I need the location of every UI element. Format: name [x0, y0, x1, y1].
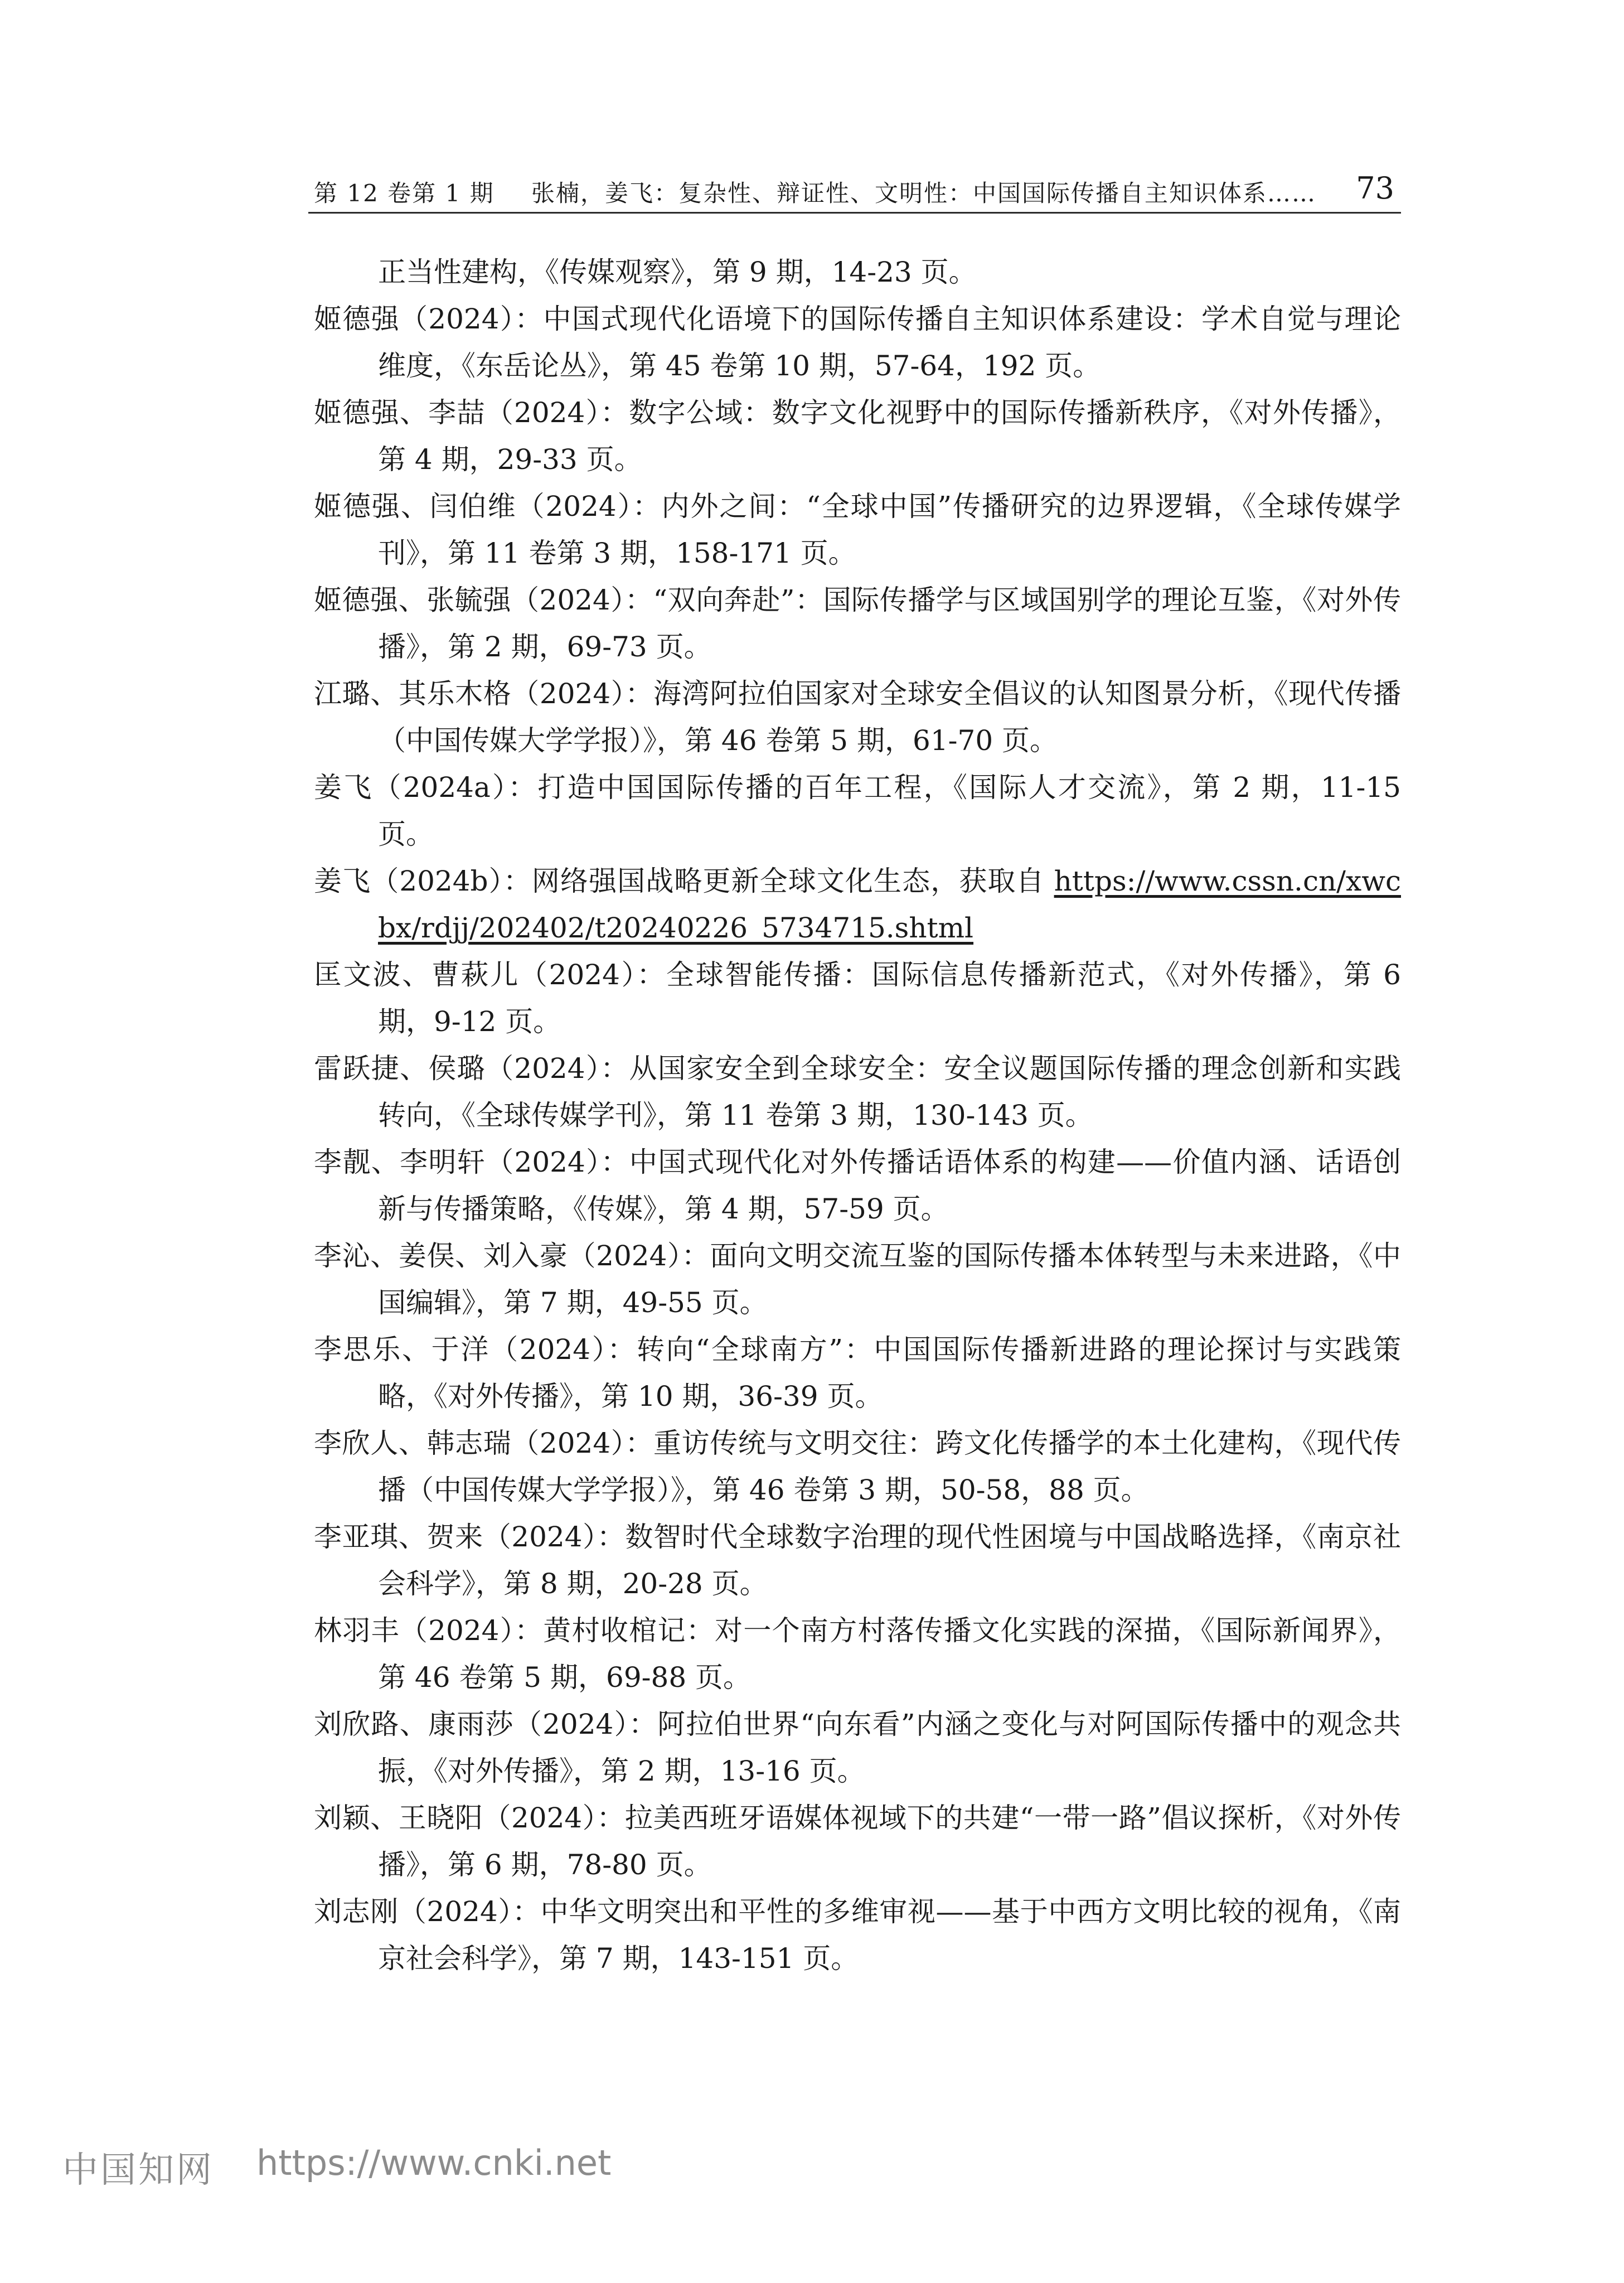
reference-text: 江璐、其乐木格（2024）：海湾阿拉伯国家对全球安全倡议的认知图景分析，《现代传播（中国传媒大学学报）》，第 46 卷第 5 期，61-70 页。 — [314, 678, 1401, 757]
reference-text: 姜飞（2024b）：网络强国战略更新全球文化生态，获取自 — [314, 865, 1054, 897]
cnki-url[interactable]: https://www.cnki.net — [256, 2142, 612, 2183]
reference-entry — [314, 1888, 1401, 1982]
reference-text: 匡文波、曹萩儿（2024）：全球智能传播：国际信息传播新范式，《对外传播》，第 6 期，9-12 页。 — [314, 959, 1401, 1038]
reference-text: 正当性建构，《传媒观察》，第 9 期，14-23 页。 — [378, 256, 977, 288]
reference-text: 姬德强、闫伯维（2024）：内外之间：“全球中国”传播研究的边界逻辑，《全球传媒学刊》，第 11 卷第 3 期，158-171 页。 — [314, 490, 1401, 569]
reference-entry — [314, 1607, 1401, 1701]
reference-entry — [314, 1795, 1401, 1888]
cnki-logo: 中国知网 — [62, 2150, 214, 2191]
reference-list — [314, 249, 1401, 1982]
reference-entry — [314, 1326, 1401, 1420]
reference-link[interactable]: https://www.cssn.cn/xwcbx/rdjj/202402/t20240226_5734715.shtml — [378, 865, 1401, 944]
reference-text: 李沁、姜俣、刘入豪（2024）：面向文明交流互鉴的国际传播本体转型与未来进路，《中国编辑》，第 7 期，49-55 页。 — [314, 1240, 1401, 1319]
reference-text: 刘志刚（2024）：中华文明突出和平性的多维审视——基于中西方文明比较的视角，《南京社会科学》，第 7 期，143-151 页。 — [314, 1895, 1401, 1975]
reference-text: 李欣人、韩志瑞（2024）：重访传统与文明交往：跨文化传播学的本土化建构，《现代传播（中国传媒大学学报）》，第 46 卷第 3 期，50-58，88 页。 — [314, 1427, 1401, 1506]
reference-entry — [314, 951, 1401, 1045]
reference-text: 林羽丰（2024）：黄村收棺记：对一个南方村落传播文化实践的深描，《国际新闻界》，第 46 卷第 5 期，69-88 页。 — [314, 1614, 1401, 1694]
reference-entry — [314, 389, 1401, 483]
running-title: 张楠，姜飞：复杂性、辩证性、文明性：中国国际传播自主知识体系…… — [531, 180, 1317, 207]
reference-text: 姬德强（2024）：中国式现代化语境下的国际传播自主知识体系建设：学术自觉与理论维度，《东岳论丛》，第 45 卷第 10 期，57-64，192 页。 — [314, 303, 1401, 382]
reference-text: 姬德强、李喆（2024）：数字公域：数字文化视野中的国际传播新秩序，《对外传播》，第 4 期，29-33 页。 — [314, 396, 1401, 476]
reference-entry — [314, 764, 1401, 858]
journal-issue: 第 12 卷第 1 期 — [314, 180, 495, 207]
reference-entry — [314, 577, 1401, 670]
reference-text: 李亚琪、贺来（2024）：数智时代全球数字治理的现代性困境与中国战略选择，《南京社会科学》，第 8 期，20-28 页。 — [314, 1521, 1401, 1600]
reference-text: 李靓、李明轩（2024）：中国式现代化对外传播话语体系的构建——价值内涵、话语创新与传播策略，《传媒》，第 4 期，57-59 页。 — [314, 1146, 1401, 1225]
reference-entry — [314, 1701, 1401, 1795]
reference-text: 刘颖、王晓阳（2024）：拉美西班牙语媒体视域下的共建“一带一路”倡议探析，《对外传播》，第 6 期，78-80 页。 — [314, 1802, 1401, 1881]
reference-entry — [314, 1139, 1401, 1232]
reference-entry — [314, 296, 1401, 389]
reference-text: 姬德强、张毓强（2024）：“双向奔赴”：国际传播学与区域国别学的理论互鉴，《对外传播》，第 2 期，69-73 页。 — [314, 584, 1401, 663]
reference-entry — [314, 249, 1401, 296]
running-header — [308, 167, 1401, 214]
reference-text: 李思乐、于洋（2024）：转向“全球南方”：中国国际传播新进路的理论探讨与实践策略，《对外传播》，第 10 期，36-39 页。 — [314, 1333, 1401, 1413]
reference-entry — [314, 858, 1401, 951]
reference-entry — [314, 483, 1401, 577]
page-number: 73 — [1356, 171, 1394, 206]
reference-text: 姜飞（2024a）：打造中国国际传播的百年工程，《国际人才交流》，第 2 期，11-15 页。 — [314, 771, 1401, 850]
reference-text: 刘欣路、康雨莎（2024）：阿拉伯世界“向东看”内涵之变化与对阿国际传播中的观念共振，《对外传播》，第 2 期，13-16 页。 — [314, 1708, 1401, 1787]
reference-entry — [314, 1513, 1401, 1607]
reference-entry — [314, 1045, 1401, 1139]
reference-entry — [314, 1420, 1401, 1513]
reference-text: 雷跃捷、侯璐（2024）：从国家安全到全球安全：安全议题国际传播的理念创新和实践转向，《全球传媒学刊》，第 11 卷第 3 期，130-143 页。 — [314, 1052, 1401, 1131]
reference-entry — [314, 1232, 1401, 1326]
reference-entry — [314, 670, 1401, 764]
